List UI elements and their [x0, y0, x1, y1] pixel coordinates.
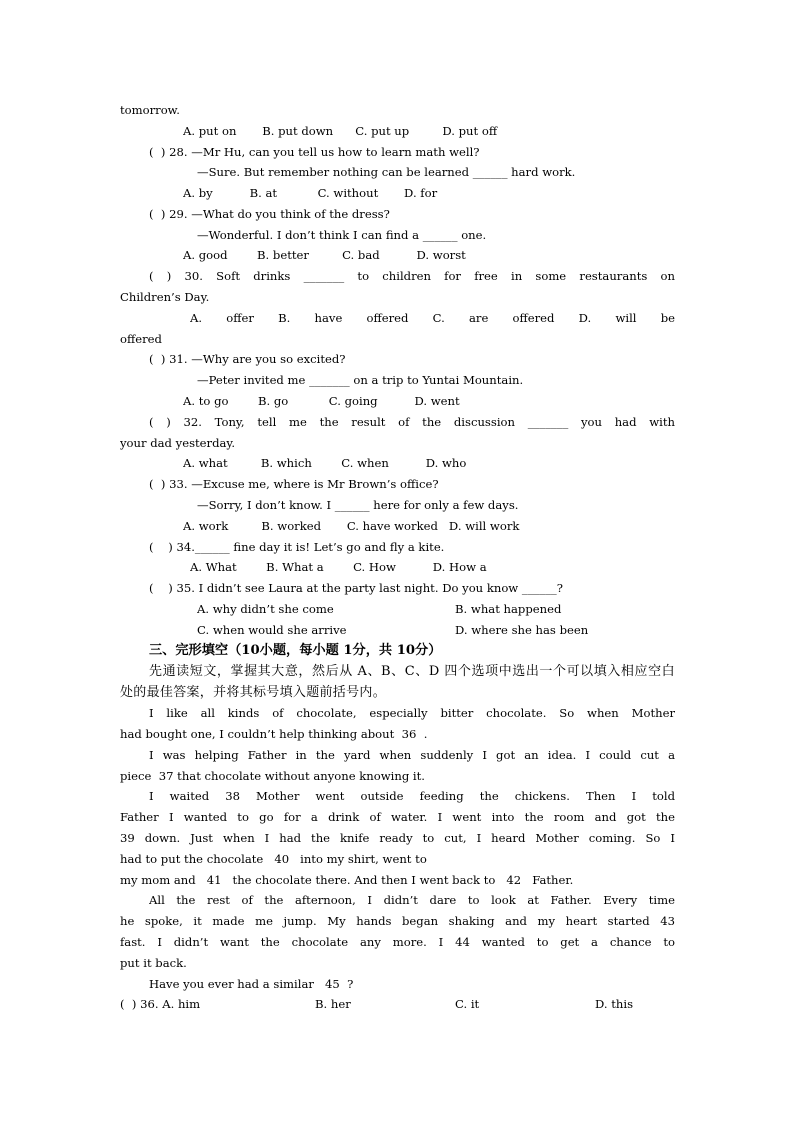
q35-options-row2: [197, 620, 675, 641]
passage-line: had bought one, I couldn’t help thinking about 36 .: [120, 727, 428, 741]
q29-answer-line: —Wonderful. I don’t think I can find a ______ one.: [197, 228, 487, 242]
q30-options-cont: offered: [120, 332, 162, 346]
q36-option-a: ( ) 36. A. him: [120, 997, 201, 1011]
q28-question: ( ) 28. —Mr Hu, can you tell us how to learn math well?: [149, 145, 480, 159]
passage-line: I was helping Father in the yard when suddenly I got an idea. I could cut a: [149, 748, 675, 762]
q30-options: A. offer B. have offered C. are offered D. will be: [190, 311, 675, 325]
q35-option-d: D. where she has been: [455, 623, 589, 637]
q33-options: A. work B. worked C. have worked D. will work: [183, 519, 520, 533]
section-heading: 三、完形填空（10小题，每小题 1分，共 10分）: [149, 643, 442, 658]
passage-line: my mom and 41 the chocolate there. And then I went back to 42 Father.: [120, 873, 574, 887]
q28-answer-line: —Sure. But remember nothing can be learned ______ hard work.: [197, 165, 576, 179]
section-instructions-cont: 处的最佳答案，并将其标号填入题前括号内。: [120, 685, 387, 700]
text-line: tomorrow.: [120, 103, 180, 117]
q36-option-c: C. it: [455, 997, 480, 1011]
q36-option-d: D. this: [595, 997, 634, 1011]
q32-question: ( ) 32. Tony, tell me the result of the discussion _______ you had with: [149, 415, 675, 429]
passage-line: Have you ever had a similar 45 ?: [149, 977, 354, 991]
q31-answer-line: —Peter invited me _______ on a trip to Yuntai Mountain.: [197, 373, 524, 387]
q35-options-row1: [197, 599, 675, 620]
q33-question: ( ) 33. —Excuse me, where is Mr Brown’s office?: [149, 477, 439, 491]
passage-line: 39 down. Just when I had the knife ready to cut, I heard Mother coming. So I: [120, 831, 675, 845]
passage-line: he spoke, it made me jump. My hands began shaking and my heart started 43: [120, 914, 675, 928]
q33-answer-line: —Sorry, I don’t know. I ______ here for only a few days.: [197, 498, 519, 512]
passage-line: put it back.: [120, 956, 187, 970]
q29-options: A. good B. better C. bad D. worst: [183, 248, 466, 262]
q30-question: ( ) 30. Soft drinks _______ to children for free in some restaurants on: [149, 269, 675, 283]
q35-option-b: B. what happened: [455, 602, 562, 616]
q34-options: A. What B. What a C. How D. How a: [190, 560, 487, 574]
q31-options: A. to go B. go C. going D. went: [183, 394, 460, 408]
passage-line: All the rest of the afternoon, I didn’t dare to look at Father. Every time: [149, 893, 675, 907]
passage-line: Father I wanted to go for a drink of water. I went into the room and got the: [120, 810, 675, 824]
q29-question: ( ) 29. —What do you think of the dress?: [149, 207, 390, 221]
q34-question: ( ) 34.______ fine day it is! Let’s go and fly a kite.: [149, 540, 445, 554]
q35-option-a: A. why didn’t she come: [197, 602, 334, 616]
section-instructions: 先通读短文，掌握其大意，然后从 A、B、C、D 四个选项中选出一个可以填入相应空白: [149, 664, 675, 679]
q28-options: A. by B. at C. without D. for: [183, 186, 438, 200]
passage-line: piece 37 that chocolate without anyone knowing it.: [120, 769, 425, 783]
passage-line: fast. I didn’t want the chocolate any more. I 44 wanted to get a chance to: [120, 935, 675, 949]
q35-question: ( ) 35. I didn’t see Laura at the party last night. Do you know ______?: [149, 581, 563, 595]
q32-options: A. what B. which C. when D. who: [183, 456, 467, 470]
q27-options: A. put on B. put down C. put up D. put off: [183, 124, 498, 138]
q30-question-cont: Children’s Day.: [120, 290, 210, 304]
q36-option-b: B. her: [315, 997, 351, 1011]
q35-option-c: C. when would she arrive: [197, 623, 347, 637]
q36-options: [120, 994, 675, 1015]
passage-line: had to put the chocolate 40 into my shirt, went to: [120, 852, 427, 866]
q31-question: ( ) 31. —Why are you so excited?: [149, 352, 346, 366]
q32-question-cont: your dad yesterday.: [120, 436, 236, 450]
passage-line: I like all kinds of chocolate, especially bitter chocolate. So when Mother: [149, 706, 675, 720]
passage-line: I waited 38 Mother went outside feeding the chickens. Then I told: [149, 789, 675, 803]
